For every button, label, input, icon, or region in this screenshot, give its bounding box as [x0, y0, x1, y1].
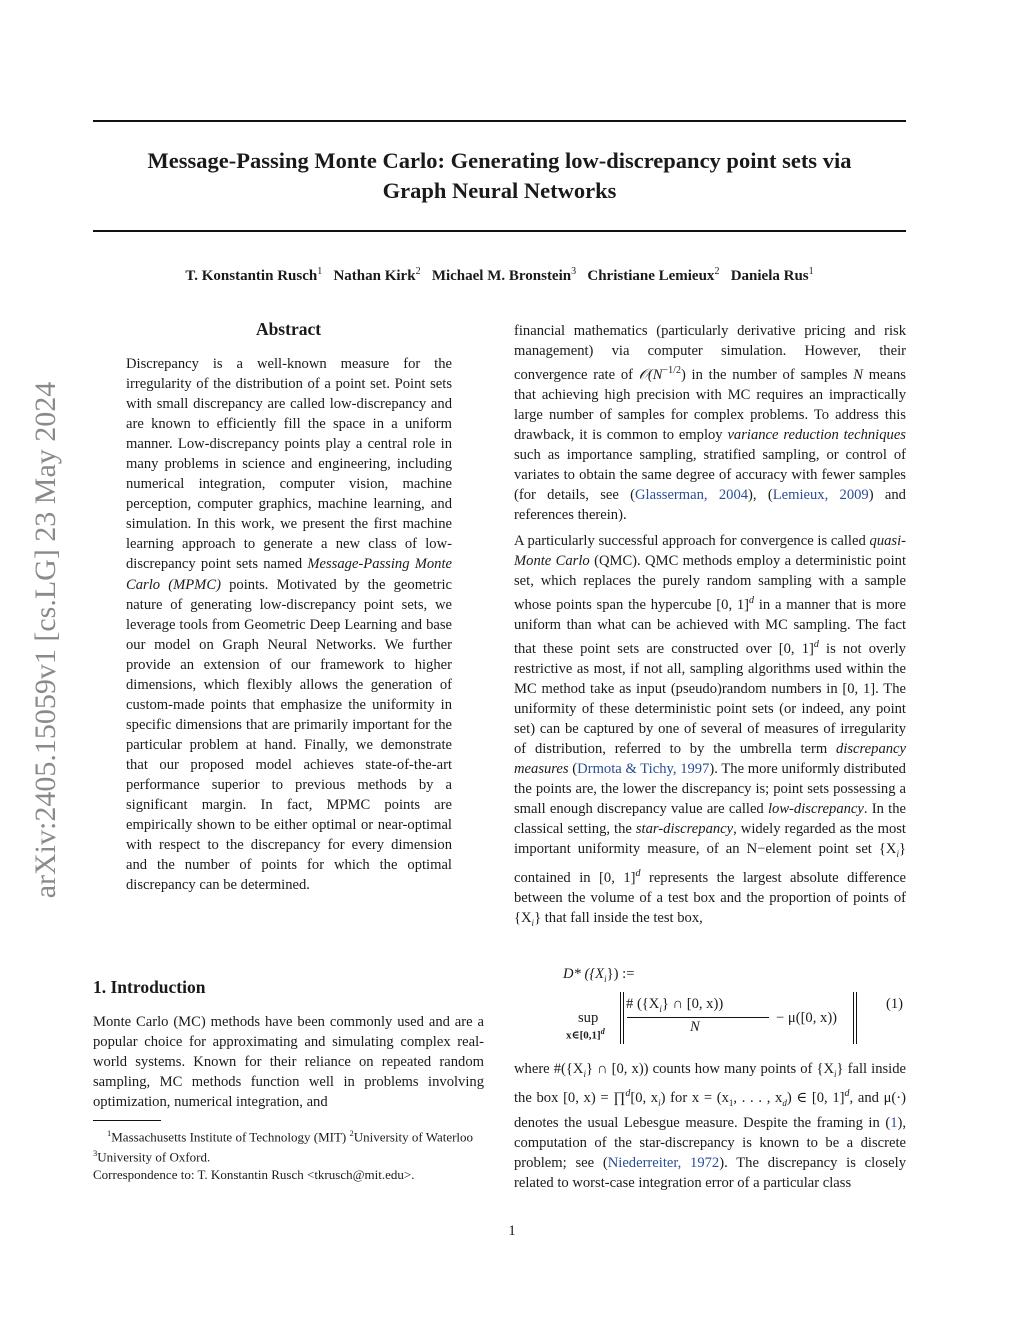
- text: , widely regarded as the most important uniformity measure, of an N−element point set {X: [514, 821, 906, 858]
- equation-lhs: [563, 966, 763, 984]
- math-sub: i: [604, 973, 607, 984]
- paragraph: [514, 321, 906, 525]
- author-affiliation: 3: [571, 266, 577, 277]
- math-sub: i: [659, 1003, 662, 1014]
- math-sub: i: [834, 1068, 837, 1079]
- fn-mark: 3: [93, 1148, 98, 1159]
- footnote-affiliations: [93, 1125, 484, 1166]
- equation-sup-subscript: [566, 1027, 646, 1042]
- math-sub: i: [531, 918, 535, 929]
- author-affiliation: 2: [714, 266, 720, 277]
- math-sub: i: [583, 1068, 586, 1079]
- text: ), (: [748, 487, 773, 504]
- author: Daniela Rus: [730, 268, 809, 284]
- emphasis: quasi-Monte Carlo: [514, 533, 906, 570]
- title-line-2: Graph Neural Networks: [382, 178, 617, 203]
- abstract-text: points. Motivated by the geometric nature of generating low-discrepancy point sets, we leverage tools from Geometric Deep Learning and base our model on Graph Neural Networks. We further provide an extension of our framework to higher dimensions, which flexibly allows the generation of custom-made points that emphasize the uniformity in specific dimensions that are primarily important for the particular problem at hand. Finally, we demonstrate that our proposed model achieves state-of-the-art performance superior to previous methods by a significant margin. In fact, MPMC points are empirically shown to be either optimal or near-optimal with respect to the discrepancy for every dimension and the number of points for which the optimal discrepancy can be determined.: [126, 576, 452, 894]
- abstract-text: Discrepancy is a well-known measure for the irregularity of the distribution of a point set. Point sets with small discrepancy are called low-discrepancy and are known to efficiently fill the space in a uniform manner. Low-discrepancy points play a central role in many problems in science and engineering, including numerical integration, computer vision, machine perception, computer graphics, machine learning, and simulation. In this work, we present the first machine learning approach to generate a new class of low-discrepancy point sets named: [126, 356, 452, 573]
- author: Michael M. Bronstein: [431, 268, 572, 284]
- text: ) for x = (x: [660, 1089, 729, 1106]
- math-sub: d: [782, 1097, 787, 1108]
- fn-text: University of Oxford.: [97, 1149, 211, 1165]
- intro-left-paragraph: [93, 1012, 484, 1112]
- math: # ({X: [626, 996, 660, 1012]
- abs-bar-left: [620, 992, 621, 1044]
- abs-bar-left-2: [623, 992, 624, 1044]
- text: where #({X: [514, 1061, 584, 1077]
- fn-text: Massachusetts Institute of Technology (MIT): [111, 1129, 350, 1145]
- text: , . . . , x: [733, 1089, 783, 1106]
- math: } ∩ [0, x)): [661, 996, 724, 1012]
- text: A particularly successful approach for convergence is called: [514, 533, 870, 549]
- citation-link[interactable]: Lemieux, 2009: [772, 487, 869, 504]
- citation-link[interactable]: Glasserman, 2004: [635, 487, 749, 504]
- fraction-line: [627, 1017, 769, 1018]
- abstract-emphasis: Message-Passing Monte Carlo (MPMC): [126, 556, 453, 593]
- equation-sup: sup: [578, 1010, 599, 1026]
- equation-ref-link[interactable]: 1: [890, 1114, 898, 1131]
- arxiv-stamp: arXiv:2405.15059v1 [cs.LG] 23 May 2024: [29, 381, 62, 899]
- footnote-rule: [93, 1120, 161, 1121]
- abstract-body: [126, 354, 452, 895]
- abs-bar-right-2: [856, 992, 857, 1044]
- math-sup: d: [844, 1087, 850, 1099]
- citation-link[interactable]: Drmota & Tichy, 1997: [577, 761, 710, 778]
- text: ) and references therein).: [514, 487, 906, 524]
- author-affiliation: 1: [317, 266, 323, 277]
- emphasis: star-discrepancy: [635, 821, 734, 838]
- math-sup: d: [813, 639, 819, 651]
- math-sup: d: [625, 1087, 631, 1099]
- math-sup: d: [749, 595, 755, 607]
- emphasis: discrepancy measures: [514, 741, 906, 778]
- paragraph: Monte Carlo (MC) methods have been commonly used and are a popular choice for approximating and simulating complex real-world systems. Known for their reliance on repeated random sampling, MC methods function well in problems involving optimization, numerical integration, and: [93, 1014, 484, 1111]
- title-bottom-rule: [93, 230, 906, 232]
- text: ). The discrepancy is closely related to worst-case integration error of a particular class: [514, 1154, 906, 1191]
- math: −1/2: [662, 365, 681, 377]
- math-sup: d: [600, 1027, 605, 1036]
- right-paragraph-2: [514, 531, 906, 933]
- author: Christiane Lemieux: [587, 268, 715, 284]
- author: T. Konstantin Rusch: [185, 268, 318, 284]
- text: , and μ(·) denotes the usual Lebesgue measure. Despite the framing in (: [514, 1089, 906, 1131]
- math-sub: i: [658, 1097, 661, 1108]
- text: . In the classical setting, the: [514, 801, 907, 838]
- text: (QMC). QMC methods employ a deterministic point set, which replaces the purely random sampling with a sample whose points span the hypercube [0, 1]: [514, 553, 906, 613]
- abstract-heading: Abstract: [255, 319, 322, 339]
- text: such as importance sampling, stratified sampling, or control of variates to obtain the same degree of accuracy with fewer samples (for details, see (: [514, 447, 906, 504]
- author-affiliation: 1: [808, 266, 814, 277]
- footnote-correspondence: Correspondence to: T. Konstantin Rusch <tkrusch@mit.edu>.: [93, 1167, 415, 1182]
- text: (: [568, 761, 578, 778]
- math: N: [690, 1019, 700, 1035]
- text: represents the largest absolute difference between the volume of a test box and the proportion of points of {X: [514, 870, 906, 927]
- math-sub: 1: [728, 1097, 734, 1108]
- paragraph: [514, 1059, 906, 1193]
- author: Nathan Kirk: [333, 268, 416, 284]
- equation-number: (1): [886, 996, 904, 1012]
- text: is not overly restrictive as most, if not all, sampling algorithms used within the MC method take as input (pseudo)random numbers in [0, 1]. The uniformity of these deterministic point sets (or indeed, any point set) can be captured by one of several of measures of irregularity of distribution, referred to by the umbrella term: [514, 640, 906, 758]
- text: } fall inside the box [0, x) = ∏: [514, 1061, 907, 1106]
- math: D* ({X: [563, 966, 605, 982]
- math-sup: d: [635, 868, 641, 880]
- abs-bar-right: [853, 992, 854, 1044]
- title-line-1: Message-Passing Monte Carlo: Generating low-discrepancy point sets via: [147, 148, 852, 173]
- author-affiliation: 2: [415, 266, 421, 277]
- section-heading-introduction: 1. Introduction: [93, 977, 206, 997]
- paragraph: [514, 531, 906, 933]
- right-paragraph-3: [514, 1059, 906, 1193]
- equation-tail: − μ([0, x)): [776, 1010, 838, 1026]
- math: x∈[0,1]: [566, 1029, 601, 1042]
- equation-denominator: [690, 1019, 710, 1036]
- text: ), computation of the star-discrepancy is known to be a discrete problem; see (: [514, 1114, 906, 1171]
- fn-text: University of Waterloo: [353, 1129, 474, 1145]
- emphasis: variance reduction techniques: [727, 427, 906, 444]
- text: } contained in [0, 1]: [514, 841, 906, 887]
- author-list: [93, 266, 906, 285]
- equation-numerator: [626, 996, 776, 1014]
- fn-mark: 2: [349, 1128, 354, 1138]
- math: }) :=: [606, 966, 635, 982]
- paper-title: [93, 146, 906, 206]
- fn-mark: 1: [107, 1128, 112, 1138]
- math-sub: i: [896, 849, 899, 860]
- text: } that fall inside the test box,: [534, 910, 703, 927]
- top-rule: [93, 120, 906, 122]
- text: financial mathematics (particularly derivative pricing and risk management) via computer simulation. However, their convergence rate of: [514, 323, 906, 383]
- emphasis: low-discrepancy: [767, 801, 864, 818]
- text: in a manner that is more uniform than what can be achieved with MC sampling. The fact that these point sets are constructed over [0, 1]: [514, 597, 906, 657]
- text: ). The more uniformly distributed the points are, the lower the discrepancy is; point sets possessing a small enough discrepancy value are called: [514, 761, 906, 818]
- text: means that achieving high precision with MC requires an impractically large number of samples for complex problems. To address this drawback, it is common to employ: [514, 366, 906, 444]
- page-number: 1: [508, 1223, 516, 1239]
- text: [0, x: [630, 1089, 659, 1106]
- text: ) in the number of samples: [680, 366, 854, 383]
- text: ) ∈ [0, 1]: [786, 1089, 845, 1106]
- right-paragraph-1: [514, 321, 906, 525]
- math: 𝒪(N: [638, 366, 663, 383]
- citation-link[interactable]: Niederreiter, 1972: [607, 1154, 720, 1171]
- text: } ∩ [0, x)) counts how many points of {X: [585, 1061, 835, 1077]
- math: N: [853, 366, 863, 383]
